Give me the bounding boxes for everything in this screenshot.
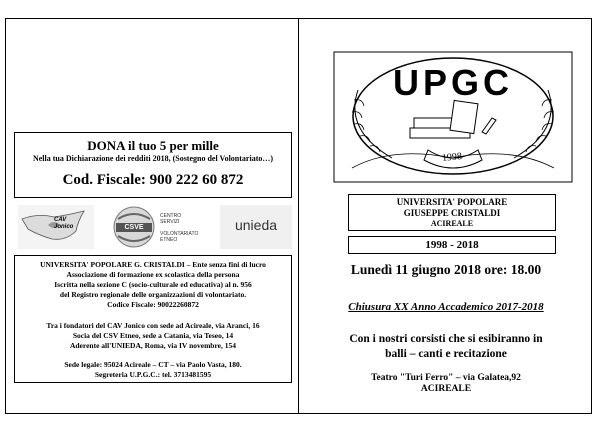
university-line: UNIVERSITA' POPOLARE: [396, 197, 508, 207]
csve-logo: [112, 205, 202, 249]
csve-text: [160, 213, 198, 243]
event-description-line: balli – canti e recitazione: [385, 348, 507, 360]
venue-line: ACIREALE: [420, 384, 472, 394]
cav-label: CAV Jonico: [54, 217, 74, 230]
cav-jonico-logo: [18, 205, 94, 249]
fold-line: [298, 18, 299, 414]
university-line: ACIREALE: [430, 219, 474, 228]
years-text: 1998 - 2018: [425, 239, 479, 251]
donation-subtitle: Nella tua Dichiarazione dei redditi 2018, (Sostegno del Volontariato…): [32, 154, 274, 163]
donation-title: DONA il tuo 5 per mille: [87, 138, 219, 153]
association-line: UNIVERSITA' POPOLARE G. CRISTALDI – Ente senza fini di lucro: [40, 260, 266, 269]
event-title: Chiusura XX Anno Accademico 2017-2018: [348, 301, 544, 313]
association-line: Codice Fiscale: 90022260872: [107, 300, 199, 309]
association-line: Associazione di formazione ex scolastica della persona: [66, 270, 240, 279]
fiscal-code: Cod. Fiscale: 900 222 60 872: [62, 172, 244, 188]
emblem-title: UPGC: [392, 62, 513, 103]
unieda-logo: [220, 205, 292, 249]
unieda-label: unieda: [234, 217, 278, 233]
event-date: Lunedì 11 giugno 2018 ore: 18.00: [350, 262, 542, 277]
association-line: del Registro regionale delle organizzazioni di volontariato.: [59, 290, 247, 299]
contact-line: Sede legale: 95024 Acireale – CT – via Paolo Vasta, 180.: [64, 360, 242, 369]
csve-text-line: CENTRO: [160, 213, 182, 219]
event-description-line: Con i nostri corsisti che si esibiranno in: [349, 333, 543, 345]
csve-label: CSVE: [124, 224, 144, 231]
csve-text-line: VOLONTARIATO: [160, 231, 199, 237]
donation-box: [14, 132, 292, 198]
venue-line: Teatro "Turi Ferro" – via Galatea,92: [371, 373, 521, 383]
contact-line: Segreteria U.P.G.C.: tel. 3713481595: [94, 370, 212, 379]
association-box: [14, 255, 292, 383]
emblem-year: 1998: [441, 150, 463, 165]
years-box: [348, 236, 556, 254]
history-line: Aderente all'UNIEDA, Roma, via IV novembre, 154: [69, 341, 237, 350]
csve-text-line: SERVIZI: [160, 219, 180, 225]
history-line: Socia del CSV Etneo, sede a Catania, via Teseo, 14: [72, 331, 234, 340]
university-line: GIUSEPPE CRISTALDI: [403, 208, 501, 218]
association-line: Iscritta nella sezione C (socio-culturale ed educativa) al n. 956: [54, 280, 252, 289]
upgc-emblem: [332, 50, 574, 190]
csve-text-line: ETNEO: [160, 237, 178, 243]
university-name-box: [348, 194, 556, 231]
history-line: Tra i fondatori del CAV Jonico con sede ad Acireale, via Aranci, 16: [46, 321, 260, 330]
